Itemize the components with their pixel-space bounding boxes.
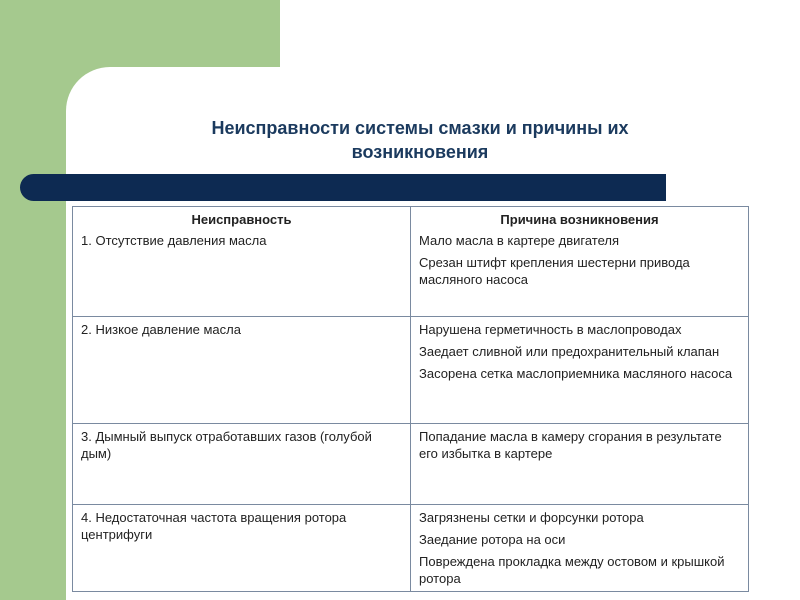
table-row	[73, 424, 749, 505]
table-row	[73, 207, 749, 317]
cause-cell	[411, 317, 749, 424]
fault-text: 4. Недостаточная частота вращения ротора центрифуги	[81, 510, 347, 542]
cause-cell	[411, 424, 749, 505]
cause-text: Заедает сливной или предохранительный клапан	[419, 344, 720, 359]
fault-text: 2. Низкое давление масла	[81, 322, 241, 337]
cause-text: Мало масла в картере двигателя	[419, 233, 620, 248]
fault-column-header: Неисправность	[191, 212, 292, 227]
fault-text: 1. Отсутствие давления масла	[81, 233, 267, 248]
fault-cell	[73, 505, 411, 592]
title-line-2: возникновения	[351, 142, 489, 162]
cause-text: Повреждена прокладка между остовом и крышкой ротора	[419, 554, 725, 586]
cause-text: Заедание ротора на оси	[419, 532, 566, 547]
cause-column-header: Причина возникновения	[500, 212, 659, 227]
faults-table	[72, 206, 749, 592]
cause-text: Засорена сетка маслоприемника масляного насоса	[419, 366, 733, 381]
page-title	[120, 116, 720, 164]
fault-cell	[73, 424, 411, 505]
cause-text: Срезан штифт крепления шестерни привода масляного насоса	[419, 255, 690, 287]
cause-text: Попадание масла в камеру сгорания в результате его избытка в картере	[419, 429, 722, 461]
table-row	[73, 505, 749, 592]
cause-text: Нарушена герметичность в маслопроводах	[419, 322, 682, 337]
title-underline-bar	[20, 174, 666, 201]
fault-cell	[73, 317, 411, 424]
title-line-1: Неисправности системы смазки и причины их	[211, 118, 629, 138]
cause-cell	[411, 207, 749, 317]
table-row	[73, 317, 749, 424]
cause-text: Загрязнены сетки и форсунки ротора	[419, 510, 644, 525]
cause-cell	[411, 505, 749, 592]
fault-cell	[73, 207, 411, 317]
fault-text: 3. Дымный выпуск отработавших газов (голубой дым)	[81, 429, 372, 461]
